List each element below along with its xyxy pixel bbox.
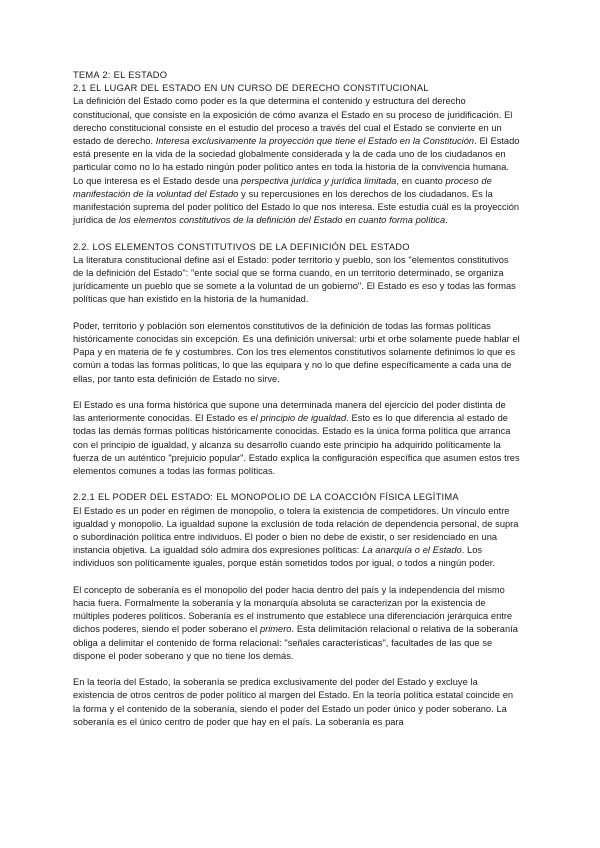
italic-phrase: perspectiva jurídica y jurídica limitada: [241, 175, 397, 186]
text-run: Poder, territorio y población son elementos constitutivos de la definición de todas las formas políticas históricamente conocidas sin excepción. Es una definición universal: urbi et orbe solamente puede hablar el Papa y en materia de fe y costumbres. Con los tres elementos constitutivos solamente definimos lo que es común a todas las formas políticas, lo que las equipara y no lo que define específicamente a cada una de ellas, por tanto esta definición de Estado no sirve.: [73, 320, 520, 384]
italic-phrase: Interesa exclusivamente la proyección que tiene el Estado en la Constitución: [155, 136, 475, 147]
paragraph-gap: [73, 663, 520, 676]
body-paragraph: [73, 254, 520, 307]
text-run: . El Estado está presente en la vida de la sociedad globalmente considerada y la de cada uno de los ciudadanos en particular como no lo ha estado ningún poder político antes en toda la historia de la convivencia humana. Lo que interesa es el Estado desde una: [73, 136, 520, 186]
section-heading: 2.2. LOS ELEMENTOS CONSTITUTIVOS DE LA DEFINICIÓN DEL ESTADO: [73, 241, 410, 252]
text-run: El Estado es una forma histórica que supone una determinada manera del ejercicio del poder distinta de las anteriormente conocidas. El Estado es: [73, 400, 506, 424]
paragraph-gap: [73, 307, 520, 320]
text-run: .: [445, 215, 448, 226]
text-run: El Estado es un poder en régimen de monopolio, o tolera la existencia de competidores. Un vínculo entre igualdad y monopolio. La igualdad supone la exclusión de toda relación de dependencia personal, de supra o subordinación política entre individuos. El poder o bien no debe de existir, o ser residenciado en una instancia objetiva. La igualdad sólo admira dos expresiones políticas:: [73, 505, 519, 556]
body-paragraph: [73, 584, 520, 663]
body-paragraph: [73, 320, 520, 386]
body-paragraph: [73, 399, 520, 478]
italic-phrase: primero: [259, 624, 292, 635]
body-paragraph: [73, 676, 520, 729]
text-run: y su repercusiones en los derechos de los ciudadanos. Es la manifestación suprema del poder político del Estado lo que nos interesa. Este estudia cuál es la proyección jurídica de: [73, 188, 520, 226]
document-title: TEMA 2: EL ESTADO: [73, 70, 168, 80]
text-run: En la teoría del Estado, la soberanía se predica exclusivamente del poder del Estado y excluye la existencia de otros centros de poder político al margen del Estado. En la teoría política estatal coincide en la forma y el contenido de la soberanía, siendo el poder del Estado un poder único y poder soberano. La soberanía es el único centro de poder que hay en el país. La soberanía es para: [73, 677, 514, 727]
text-run: . Los individuos son políticamente iguales, porque están sometidos todos por igual, o todos a ningún poder.: [73, 545, 495, 569]
text-run: La literatura constitucional define así el Estado: poder territorio y pueblo, son los "elementos constitutivos de la definición del Estado": "ente social que se forma cuando, en un territorio determinado, se organiza jurídicamente un pueblo que se somete a la voluntad de un gobierno". El Estado es eso y todas las formas políticas que han existido en la historia de la humanidad.: [73, 254, 516, 305]
text-run: . Esta delimitación relacional o relativa de la soberanía obliga a delimitar el contenido de forma relacional: "señales características", facultades de las que se dispone el poder soberano y que no tiene los demás.: [73, 624, 518, 661]
body-paragraph: [73, 505, 520, 571]
document-body: [73, 82, 520, 729]
paragraph-gap: [73, 478, 520, 491]
italic-phrase: los elementos constitutivos de la definición del Estado en cuanto forma política: [118, 215, 446, 226]
section-heading: 2.2.1 EL PODER DEL ESTADO: EL MONOPOLIO DE LA COACCIÓN FÍSICA LEGÍTIMA: [73, 492, 459, 503]
italic-phrase: el principio de igualdad: [250, 413, 347, 424]
text-run: La definición del Estado como poder es la que determina el contenido y estructura del derecho constitucional, que consiste en la exposición de cómo avanza el Estado en su proceso de juridificación. El derecho constitucional consiste en el estudio del proceso a través del cual el Estado se convierte en un estado de derecho.: [73, 96, 513, 147]
body-paragraph: [73, 95, 520, 227]
text-run: . Esto es lo que diferencia al estado de todas las demás formas políticas históricamente conocidas. Estado es la única forma política que arranca con el principio de igualdad, y alcanza su desarrollo cuando este principio ha adquirido políticamente la fuerza de un auténtico "prejuicio popular". Estado explica la configuración específica que asumen estos tres elementos comunes a todas las formas políticas.: [73, 413, 520, 477]
text-run: El concepto de soberanía es el monopolio del poder hacia dentro del país y la independencia del mismo hacia fuera. Formalmente la soberanía y la monarquía absoluta se caracterizan por la existencia de múltiples poderes políticos. Soberanía es el instrumento que establece una diferenciación jerárquica entre dichos poderes, siendo el poder soberano el: [73, 584, 513, 635]
italic-phrase: La anarquía o el Estado: [362, 545, 462, 556]
paragraph-gap: [73, 227, 520, 240]
section-heading: 2.1 EL LUGAR DEL ESTADO EN UN CURSO DE DERECHO CONSTITUCIONAL: [73, 83, 429, 94]
paragraph-gap: [73, 386, 520, 399]
text-run: , en cuanto: [396, 175, 446, 186]
italic-phrase: proceso de manifestación de la voluntad del Estado: [73, 175, 492, 199]
paragraph-gap: [73, 571, 520, 584]
